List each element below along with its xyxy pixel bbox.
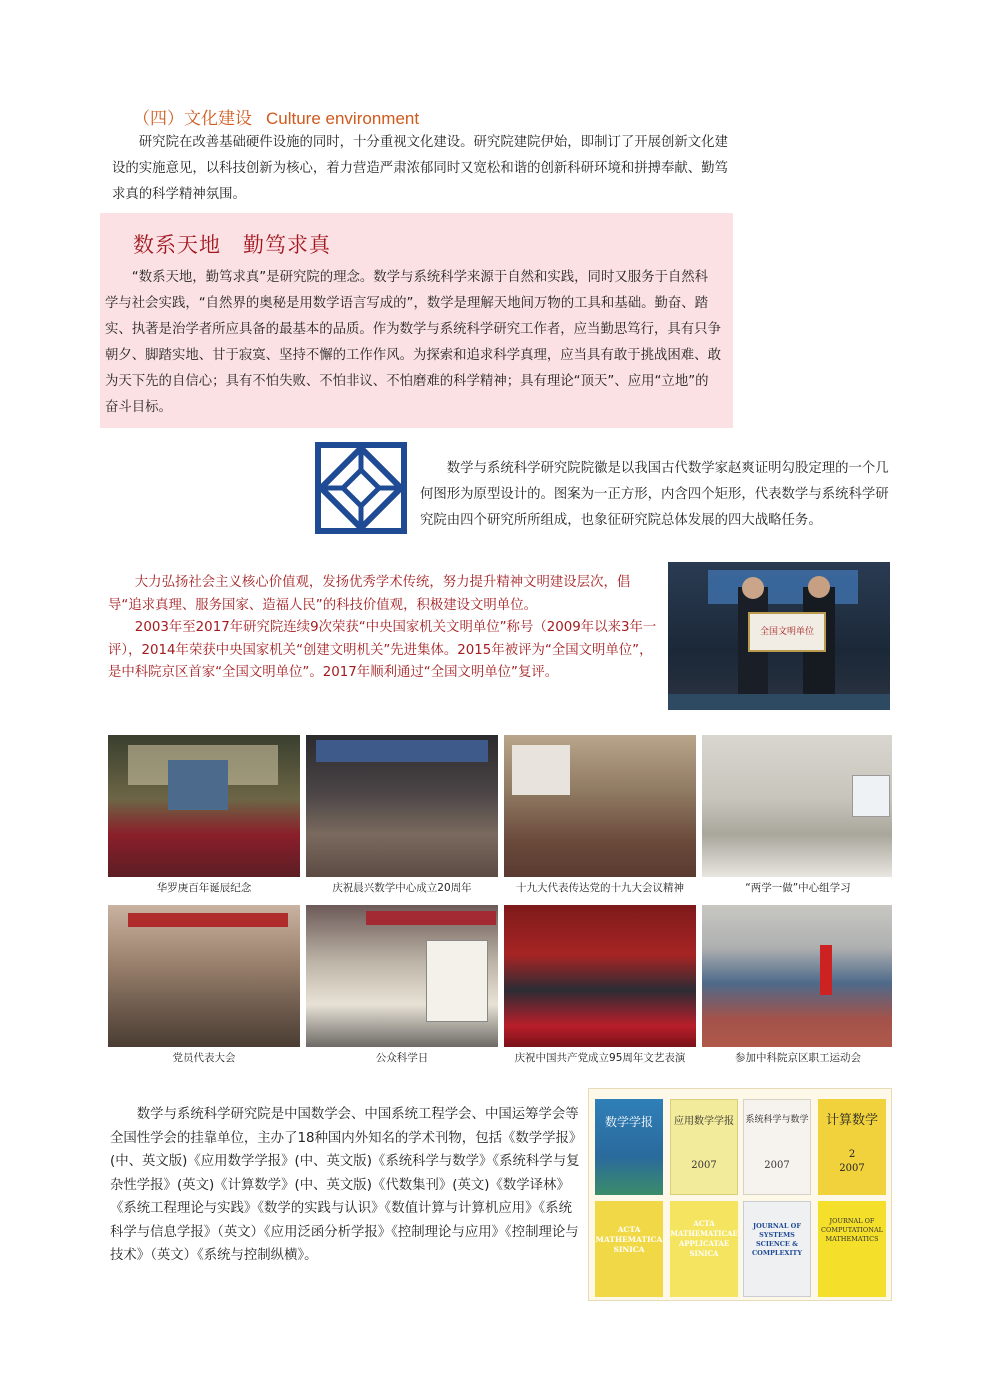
photo-caption: 十九大代表传达党的十九大会议精神	[516, 882, 684, 894]
civilization-text	[108, 572, 658, 685]
journal-covers-panel	[588, 1088, 892, 1301]
section-heading	[133, 104, 419, 129]
motto-body: “数系天地，勤笃求真”是研究院的理念。数学与系统科学来源于自然和实践，同时又服务于自然科学与社会实践，“自然界的奥秘是用数学语言写成的”，数学是理解天地间万物的工具和基础。勤奋、踏实、执著是治学者所应具备的最基本的品质。作为数学与系统科学研究工作者，应当勤思笃行，具有只争朝夕、脚踏实地、甘于寂寞、坚持不懈的工作作风。为探索和追求科学真理，应当具有敢于挑战困难、敢为天下先的自信心；具有不怕失败、不怕非议、不怕磨难的科学精神；具有理论“顶天”、应用“立地”的奋斗目标。	[105, 270, 721, 415]
journal-cover: 应用数学学报 2007	[670, 1099, 738, 1195]
photo-19th-congress-briefing	[504, 735, 696, 877]
journal-cover: JOURNAL OF SYSTEMS SCIENCE & COMPLEXITY	[743, 1201, 811, 1297]
award-plaque: 全国文明单位	[748, 612, 826, 652]
photo-hua-luogeng-centenary	[108, 735, 300, 877]
journal-cover: JOURNAL OF COMPUTATIONAL MATHEMATICS	[818, 1201, 886, 1297]
photo-caption: “两学一做”中心组学习	[745, 882, 851, 894]
motto-title: 数系天地 勤笃求真	[133, 233, 331, 257]
photo-caption: 参加中科院京区职工运动会	[735, 1052, 861, 1064]
photo-sports-meet	[702, 905, 892, 1047]
photo-caption: 华罗庚百年诞辰纪念	[156, 882, 252, 894]
emblem-description: 数学与系统科学研究院院徽是以我国古代数学家赵爽证明勾股定理的一个几何图形为原型设计的。图案为一正方形，内含四个矩形，代表数学与系统科学研究院由四个研究所所组成，也象征研究院总体发展的四大战略任务。	[420, 461, 889, 528]
photo-party-congress	[108, 905, 300, 1047]
photo-public-science-day	[306, 905, 498, 1047]
journals-description: 数学与系统科学研究院是中国数学会、中国系统工程学会、中国运筹学会等全国性学会的挂靠单位，主办了18种国内外知名的学术刊物，包括《数学学报》(中、英文版)《应用数学学报》(中、英文版)《系统科学与数学》《系统科学与复杂性学报》(英文)《计算数学》(中、英文版)《代数集刊》(英文)《数学译林》《系统工程理论与实践》《数学的实践与认识》《数值计算与计算机应用》《系统科学与信息学报》（英文）《应用泛函分析学报》《控制理论与应用》《控制理论与技术》（英文）《系统与控制纵横》。	[110, 1107, 580, 1263]
award-photo	[668, 562, 890, 710]
journal-cover: 数学学报	[595, 1099, 663, 1195]
section-intro: 研究院在改善基础硬件设施的同时，十分重视文化建设。研究院建院伊始，即制订了开展创新文化建设的实施意见，以科技创新为核心，着力营造严肃浓郁同时又宽松和谐的创新科研环境和拼搏奉献、勤笃求真的科学精神氛围。	[112, 135, 728, 202]
civilization-para-2: 2003年至2017年研究院连续9次荣获“中央国家机关文明单位”称号（2009年以来3年一评），2014年荣获中央国家机关“创建文明机关”先进集体。2015年被评为“全国文明单位”，是中科院京区首家“全国文明单位”。2017年顺利通过“全国文明单位”复评。	[108, 620, 657, 680]
photo-two-studies-one-action	[702, 735, 892, 877]
photo-caption: 庆祝晨兴数学中心成立20周年	[332, 882, 472, 894]
photo-cpc-95th-performance	[504, 905, 696, 1047]
photo-caption: 党员代表大会	[172, 1052, 236, 1064]
journal-cover: 系统科学与数学 2007	[743, 1099, 811, 1195]
institute-emblem-icon	[315, 442, 407, 534]
motto-box	[100, 213, 733, 428]
photo-morningside-20th	[306, 735, 498, 877]
journal-cover: ACTA MATHEMATICA SINICA	[595, 1201, 663, 1297]
civilization-para-1: 大力弘扬社会主义核心价值观，发扬优秀学术传统，努力提升精神文明建设层次，倡导“追求真理、服务国家、造福人民”的科技价值观，积极建设文明单位。	[108, 575, 631, 613]
section-heading-cn: （四）文化建设	[133, 109, 252, 129]
journal-cover: ACTA MATHEMATICAE APPLICATAE SINICA	[670, 1201, 738, 1297]
section-heading-en: Culture environment	[266, 109, 420, 128]
journal-cover: 计算数学 2 2007	[818, 1099, 886, 1195]
photo-caption: 庆祝中国共产党成立95周年文艺表演	[514, 1052, 686, 1064]
photo-caption: 公众科学日	[375, 1052, 429, 1064]
